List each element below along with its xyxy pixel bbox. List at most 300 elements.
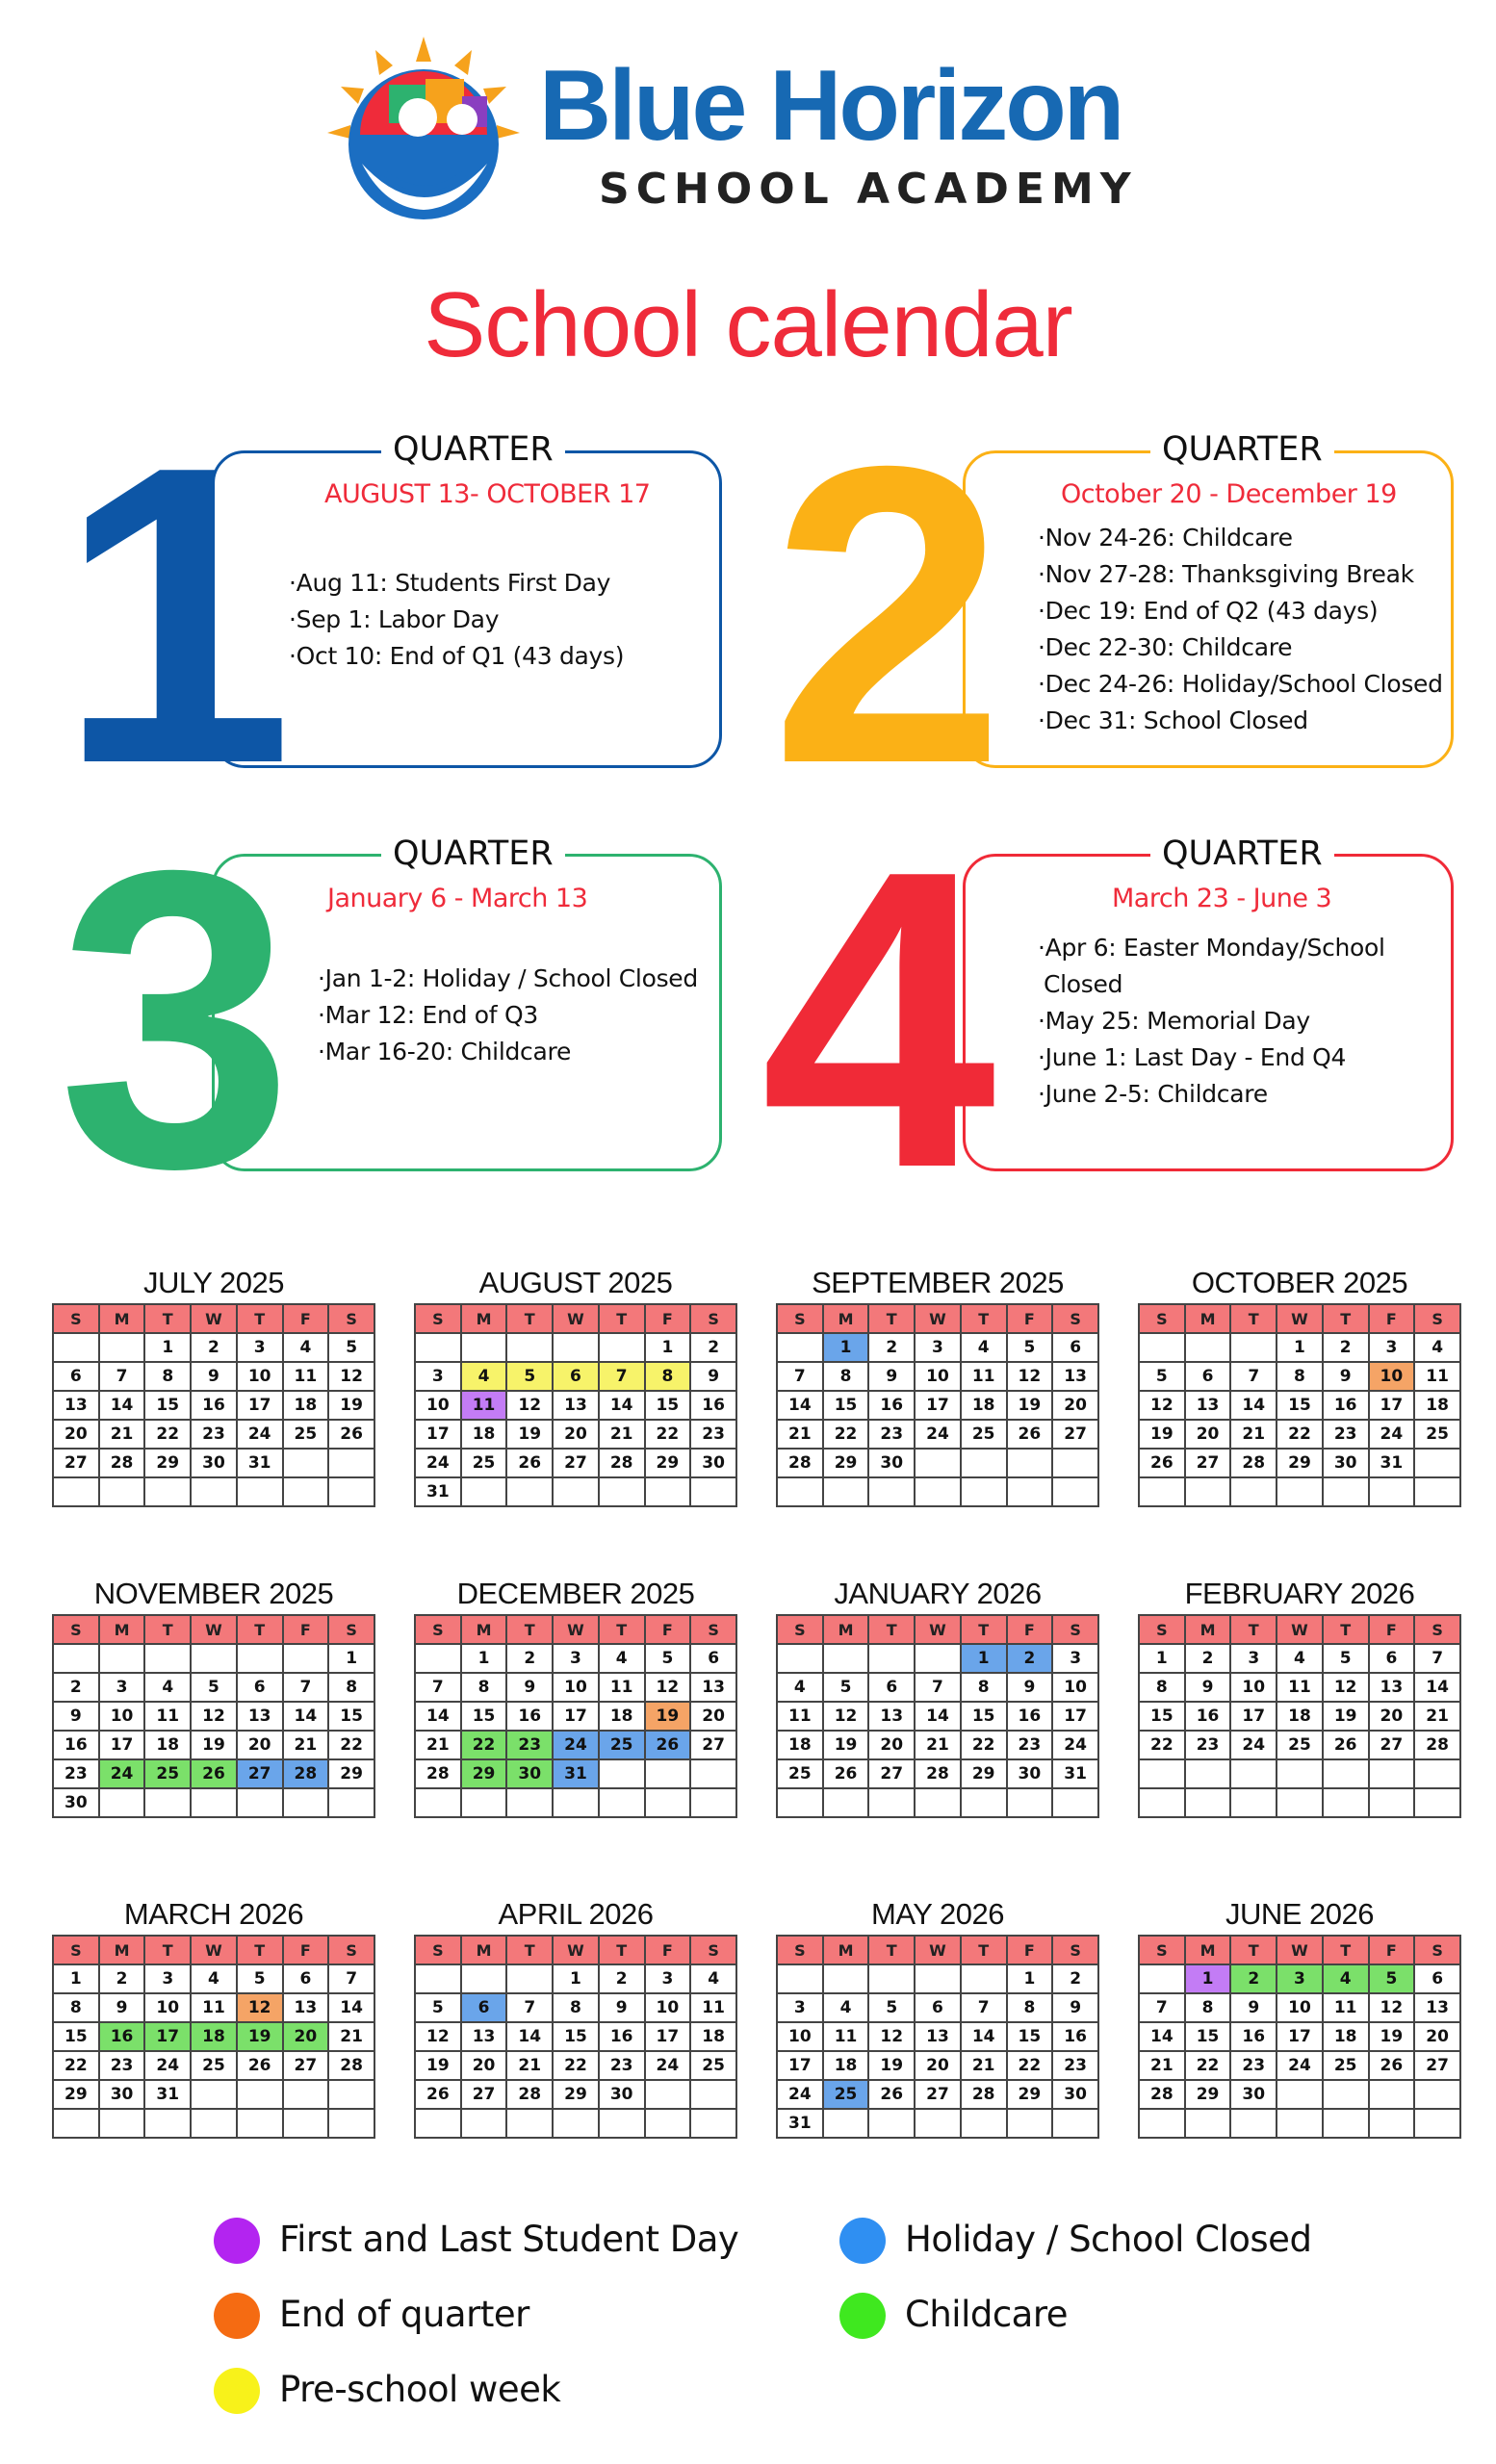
day-cell: 26 — [1369, 2051, 1415, 2080]
empty-day-cell — [915, 1644, 961, 1673]
day-cell: 28 — [506, 2080, 553, 2109]
month-title: AUGUST 2025 — [478, 1266, 673, 1299]
quarter-3-range: January 6 - March 13 — [327, 884, 588, 913]
empty-day-cell — [144, 1644, 191, 1673]
weekday-header: T — [961, 1615, 1007, 1644]
day-cell: 20 — [53, 1420, 99, 1449]
empty-day-cell — [1277, 2080, 1323, 2109]
weekday-header: W — [553, 1936, 599, 1964]
day-cell: 23 — [599, 2051, 645, 2080]
day-cell: 5 — [1139, 1362, 1185, 1391]
empty-day-cell — [1323, 2109, 1369, 2138]
empty-day-cell — [1369, 1759, 1415, 1788]
quarter-4-label: QUARTER — [1150, 837, 1334, 871]
weekday-header: F — [1007, 1615, 1053, 1644]
weekday-header: S — [1052, 1615, 1098, 1644]
day-cell: 30 — [690, 1449, 736, 1477]
day-cell: 9 — [690, 1362, 736, 1391]
day-cell: 29 — [1185, 2080, 1231, 2109]
day-cell: 12 — [1139, 1391, 1185, 1420]
day-cell: 4 — [690, 1964, 736, 1993]
day-cell: 18 — [1277, 1702, 1323, 1731]
day-cell: 10 — [1230, 1673, 1277, 1702]
quarter-2-range: October 20 - December 19 — [1061, 479, 1397, 509]
weekday-header: S — [1139, 1936, 1185, 1964]
empty-day-cell — [915, 1449, 961, 1477]
weekday-header: W — [1277, 1615, 1323, 1644]
empty-day-cell — [461, 1964, 507, 1993]
sun-puzzle-logo-icon — [318, 29, 529, 231]
day-cell: 3 — [1277, 1964, 1323, 1993]
empty-day-cell — [1139, 1788, 1185, 1817]
day-cell: 9 — [1185, 1673, 1231, 1702]
weekday-header: S — [328, 1615, 374, 1644]
weekday-header: T — [144, 1936, 191, 1964]
day-cell: 27 — [1369, 1731, 1415, 1759]
day-cell: 26 — [1007, 1420, 1053, 1449]
day-cell: 25 — [1323, 2051, 1369, 2080]
empty-day-cell — [1139, 1964, 1185, 1993]
day-cell: 28 — [777, 1449, 823, 1477]
day-cell: 30 — [1230, 2080, 1277, 2109]
day-cell: 20 — [461, 2051, 507, 2080]
day-cell: 19 — [1007, 1391, 1053, 1420]
empty-day-cell — [868, 1644, 915, 1673]
day-cell: 24 — [237, 1420, 283, 1449]
day-cell: 14 — [961, 2022, 1007, 2051]
day-cell: 10 — [237, 1362, 283, 1391]
weekday-header: T — [144, 1304, 191, 1333]
day-cell: 26 — [1139, 1449, 1185, 1477]
month-grid — [776, 1614, 1099, 1818]
day-cell: 23 — [1185, 1731, 1231, 1759]
weekday-header: F — [1369, 1615, 1415, 1644]
empty-day-cell — [1369, 2080, 1415, 2109]
day-cell: 9 — [1007, 1673, 1053, 1702]
day-cell: 1 — [1007, 1964, 1053, 1993]
day-cell: 27 — [553, 1449, 599, 1477]
empty-day-cell — [690, 1759, 736, 1788]
day-cell: 19 — [506, 1420, 553, 1449]
empty-day-cell — [99, 1788, 145, 1817]
day-cell: 3 — [415, 1362, 461, 1391]
day-cell: 27 — [1052, 1420, 1098, 1449]
day-cell: 27 — [690, 1731, 736, 1759]
empty-day-cell — [144, 2109, 191, 2138]
quarter-4-events — [1038, 930, 1385, 1113]
day-cell: 22 — [823, 1420, 869, 1449]
day-cell: 13 — [53, 1391, 99, 1420]
day-cell: 23 — [868, 1420, 915, 1449]
day-cell: 6 — [553, 1362, 599, 1391]
day-cell: 17 — [99, 1731, 145, 1759]
empty-day-cell — [645, 2080, 691, 2109]
quarter-event: · Aug 11: Students First Day — [289, 565, 624, 602]
day-cell: 21 — [1139, 2051, 1185, 2080]
month-calendar — [412, 1894, 739, 2139]
weekday-header: S — [53, 1936, 99, 1964]
weekday-header: T — [237, 1936, 283, 1964]
quarter-2-label: QUARTER — [1150, 433, 1334, 467]
weekday-header: M — [1185, 1936, 1231, 1964]
day-cell: 28 — [1230, 1449, 1277, 1477]
day-cell: 7 — [961, 1993, 1007, 2022]
quarter-1-range: AUGUST 13- OCTOBER 17 — [324, 479, 651, 509]
empty-day-cell — [690, 2080, 736, 2109]
quarter-event: · Dec 22-30: Childcare — [1038, 629, 1443, 666]
day-cell: 27 — [1414, 2051, 1460, 2080]
empty-day-cell — [461, 2109, 507, 2138]
weekday-header: S — [1052, 1304, 1098, 1333]
empty-day-cell — [1369, 2109, 1415, 2138]
day-cell: 7 — [1230, 1362, 1277, 1391]
day-cell: 28 — [1414, 1731, 1460, 1759]
weekday-header: S — [328, 1304, 374, 1333]
empty-day-cell — [415, 2109, 461, 2138]
day-cell: 14 — [1230, 1391, 1277, 1420]
day-cell: 17 — [144, 2022, 191, 2051]
day-cell: 18 — [690, 2022, 736, 2051]
day-cell: 4 — [1414, 1333, 1460, 1362]
day-cell: 9 — [1230, 1993, 1277, 2022]
weekday-header: F — [283, 1304, 329, 1333]
day-cell: 1 — [1185, 1964, 1231, 1993]
empty-day-cell — [1414, 2080, 1460, 2109]
day-cell: 18 — [283, 1391, 329, 1420]
day-cell: 16 — [1007, 1702, 1053, 1731]
day-cell: 9 — [99, 1993, 145, 2022]
empty-day-cell — [191, 1477, 237, 1506]
day-cell: 23 — [53, 1759, 99, 1788]
day-cell: 31 — [1369, 1449, 1415, 1477]
day-cell: 26 — [328, 1420, 374, 1449]
day-cell: 24 — [915, 1420, 961, 1449]
day-cell: 22 — [1277, 1420, 1323, 1449]
day-cell: 24 — [1230, 1731, 1277, 1759]
empty-day-cell — [1007, 1449, 1053, 1477]
weekday-header: T — [868, 1615, 915, 1644]
day-cell: 13 — [1414, 1993, 1460, 2022]
weekday-header: F — [645, 1615, 691, 1644]
weekday-header: W — [191, 1936, 237, 1964]
empty-day-cell — [1230, 2109, 1277, 2138]
legend-label: Pre-school week — [279, 2369, 561, 2410]
day-cell: 4 — [1277, 1644, 1323, 1673]
day-cell: 8 — [144, 1362, 191, 1391]
empty-day-cell — [237, 1788, 283, 1817]
day-cell: 14 — [599, 1391, 645, 1420]
day-cell: 21 — [599, 1420, 645, 1449]
empty-day-cell — [53, 1644, 99, 1673]
empty-day-cell — [1185, 1333, 1231, 1362]
quarter-3-label: QUARTER — [381, 837, 565, 871]
empty-day-cell — [237, 1644, 283, 1673]
weekday-header: M — [461, 1304, 507, 1333]
day-cell: 7 — [328, 1964, 374, 1993]
day-cell: 16 — [1185, 1702, 1231, 1731]
day-cell: 18 — [777, 1731, 823, 1759]
empty-day-cell — [415, 1788, 461, 1817]
day-cell: 14 — [328, 1993, 374, 2022]
day-cell: 6 — [690, 1644, 736, 1673]
empty-day-cell — [191, 1644, 237, 1673]
day-cell: 30 — [1007, 1759, 1053, 1788]
quarter-1-label: QUARTER — [381, 433, 565, 467]
day-cell: 10 — [1277, 1993, 1323, 2022]
weekday-header: S — [1139, 1615, 1185, 1644]
weekday-header: F — [1369, 1304, 1415, 1333]
day-cell: 6 — [1052, 1333, 1098, 1362]
day-cell: 29 — [961, 1759, 1007, 1788]
day-cell: 11 — [690, 1993, 736, 2022]
weekday-header: M — [1185, 1304, 1231, 1333]
day-cell: 28 — [915, 1759, 961, 1788]
month-grid — [414, 1303, 737, 1507]
day-cell: 30 — [99, 2080, 145, 2109]
orange-dot-icon — [214, 2293, 260, 2339]
day-cell: 5 — [1007, 1333, 1053, 1362]
day-cell: 3 — [144, 1964, 191, 1993]
day-cell: 5 — [237, 1964, 283, 1993]
day-cell: 11 — [283, 1362, 329, 1391]
month-title: SEPTEMBER 2025 — [812, 1266, 1064, 1299]
day-cell: 28 — [415, 1759, 461, 1788]
day-cell: 3 — [777, 1993, 823, 2022]
empty-day-cell — [1007, 1788, 1053, 1817]
empty-day-cell — [328, 2080, 374, 2109]
day-cell: 24 — [777, 2080, 823, 2109]
weekday-header: F — [283, 1615, 329, 1644]
day-cell: 30 — [1323, 1449, 1369, 1477]
day-cell: 16 — [53, 1731, 99, 1759]
day-cell: 19 — [415, 2051, 461, 2080]
day-cell: 15 — [1007, 2022, 1053, 2051]
day-cell: 22 — [961, 1731, 1007, 1759]
empty-day-cell — [415, 1333, 461, 1362]
quarter-event: · Jan 1-2: Holiday / School Closed — [318, 961, 698, 997]
day-cell: 23 — [99, 2051, 145, 2080]
day-cell: 28 — [99, 1449, 145, 1477]
day-cell: 15 — [1277, 1391, 1323, 1420]
empty-day-cell — [1007, 2109, 1053, 2138]
day-cell: 27 — [283, 2051, 329, 2080]
empty-day-cell — [599, 2109, 645, 2138]
empty-day-cell — [868, 1964, 915, 1993]
day-cell: 10 — [1052, 1673, 1098, 1702]
day-cell: 22 — [645, 1420, 691, 1449]
day-cell: 6 — [237, 1673, 283, 1702]
day-cell: 28 — [961, 2080, 1007, 2109]
day-cell: 20 — [283, 2022, 329, 2051]
day-cell: 30 — [868, 1449, 915, 1477]
day-cell: 17 — [645, 2022, 691, 2051]
empty-day-cell — [961, 2109, 1007, 2138]
quarter-2-events — [1038, 520, 1443, 739]
day-cell: 6 — [461, 1993, 507, 2022]
day-cell: 8 — [1139, 1673, 1185, 1702]
empty-day-cell — [461, 1333, 507, 1362]
day-cell: 2 — [53, 1673, 99, 1702]
day-cell: 30 — [599, 2080, 645, 2109]
day-cell: 5 — [645, 1644, 691, 1673]
empty-day-cell — [415, 1964, 461, 1993]
month-title: DECEMBER 2025 — [456, 1577, 695, 1610]
day-cell: 21 — [1230, 1420, 1277, 1449]
day-cell: 27 — [237, 1759, 283, 1788]
empty-day-cell — [915, 1964, 961, 1993]
empty-day-cell — [1230, 1333, 1277, 1362]
day-cell: 4 — [283, 1333, 329, 1362]
day-cell: 18 — [1414, 1391, 1460, 1420]
empty-day-cell — [1139, 2109, 1185, 2138]
quarter-3-events — [318, 961, 698, 1070]
weekday-header: T — [961, 1936, 1007, 1964]
weekday-header: M — [461, 1936, 507, 1964]
weekday-header: F — [283, 1936, 329, 1964]
day-cell: 8 — [1007, 1993, 1053, 2022]
day-cell: 14 — [506, 2022, 553, 2051]
weekday-header: T — [868, 1304, 915, 1333]
empty-day-cell — [599, 1788, 645, 1817]
weekday-header: T — [506, 1936, 553, 1964]
day-cell: 25 — [144, 1759, 191, 1788]
day-cell: 29 — [53, 2080, 99, 2109]
day-cell: 17 — [1369, 1391, 1415, 1420]
day-cell: 5 — [1369, 1964, 1415, 1993]
month-grid — [776, 1935, 1099, 2139]
legend-label: Childcare — [905, 2294, 1069, 2335]
empty-day-cell — [283, 2080, 329, 2109]
empty-day-cell — [99, 2109, 145, 2138]
day-cell: 22 — [328, 1731, 374, 1759]
day-cell: 6 — [868, 1673, 915, 1702]
day-cell: 19 — [1139, 1420, 1185, 1449]
empty-day-cell — [777, 1477, 823, 1506]
empty-day-cell — [915, 2109, 961, 2138]
weekday-header: F — [1007, 1936, 1053, 1964]
day-cell: 11 — [1414, 1362, 1460, 1391]
day-cell: 11 — [461, 1391, 507, 1420]
day-cell: 24 — [99, 1759, 145, 1788]
day-cell: 4 — [777, 1673, 823, 1702]
empty-day-cell — [1052, 1477, 1098, 1506]
day-cell: 18 — [461, 1420, 507, 1449]
legend-label: First and Last Student Day — [279, 2219, 739, 2260]
quarter-2-number: 2 — [770, 379, 1006, 852]
day-cell: 25 — [690, 2051, 736, 2080]
day-cell: 11 — [144, 1702, 191, 1731]
day-cell: 24 — [645, 2051, 691, 2080]
day-cell: 16 — [599, 2022, 645, 2051]
day-cell: 18 — [823, 2051, 869, 2080]
quarter-event: · Mar 12: End of Q3 — [318, 997, 698, 1034]
day-cell: 24 — [553, 1731, 599, 1759]
empty-day-cell — [144, 1477, 191, 1506]
quarter-event: Closed — [1044, 970, 1123, 998]
weekday-header: S — [415, 1304, 461, 1333]
weekday-header: T — [506, 1304, 553, 1333]
weekday-header: S — [53, 1304, 99, 1333]
month-title: APRIL 2026 — [498, 1897, 654, 1931]
day-cell: 29 — [328, 1759, 374, 1788]
green-dot-icon — [839, 2293, 886, 2339]
day-cell: 24 — [1277, 2051, 1323, 2080]
empty-day-cell — [1185, 1788, 1231, 1817]
day-cell: 19 — [1369, 2022, 1415, 2051]
empty-day-cell — [777, 1644, 823, 1673]
empty-day-cell — [283, 1788, 329, 1817]
empty-day-cell — [1052, 2109, 1098, 2138]
day-cell: 30 — [53, 1788, 99, 1817]
day-cell: 18 — [191, 2022, 237, 2051]
weekday-header: W — [191, 1304, 237, 1333]
weekday-header: T — [237, 1615, 283, 1644]
weekday-header: S — [53, 1615, 99, 1644]
day-cell: 19 — [868, 2051, 915, 2080]
day-cell: 27 — [461, 2080, 507, 2109]
day-cell: 12 — [868, 2022, 915, 2051]
quarter-event: · June 2-5: Childcare — [1038, 1076, 1385, 1113]
empty-day-cell — [690, 2109, 736, 2138]
day-cell: 13 — [1369, 1673, 1415, 1702]
day-cell: 28 — [599, 1449, 645, 1477]
day-cell: 1 — [961, 1644, 1007, 1673]
yellow-dot-icon — [214, 2368, 260, 2414]
empty-day-cell — [645, 1759, 691, 1788]
month-calendar — [1136, 1894, 1463, 2139]
day-cell: 28 — [328, 2051, 374, 2080]
empty-day-cell — [328, 2109, 374, 2138]
legend-label: Holiday / School Closed — [905, 2219, 1312, 2260]
month-grid — [1138, 1935, 1461, 2139]
day-cell: 15 — [461, 1702, 507, 1731]
empty-day-cell — [506, 1788, 553, 1817]
day-cell: 26 — [415, 2080, 461, 2109]
weekday-header: T — [599, 1936, 645, 1964]
day-cell: 5 — [823, 1673, 869, 1702]
day-cell: 30 — [506, 1759, 553, 1788]
day-cell: 26 — [1323, 1731, 1369, 1759]
weekday-header: F — [1369, 1936, 1415, 1964]
day-cell: 15 — [645, 1391, 691, 1420]
weekday-header: M — [823, 1304, 869, 1333]
day-cell: 2 — [868, 1333, 915, 1362]
empty-day-cell — [1369, 1788, 1415, 1817]
empty-day-cell — [506, 2109, 553, 2138]
day-cell: 15 — [328, 1702, 374, 1731]
day-cell: 4 — [961, 1333, 1007, 1362]
day-cell: 14 — [99, 1391, 145, 1420]
day-cell: 7 — [1414, 1644, 1460, 1673]
day-cell: 23 — [191, 1420, 237, 1449]
day-cell: 25 — [961, 1420, 1007, 1449]
day-cell: 16 — [1230, 2022, 1277, 2051]
day-cell: 21 — [915, 1731, 961, 1759]
day-cell: 2 — [1323, 1333, 1369, 1362]
weekday-header: M — [823, 1615, 869, 1644]
day-cell: 15 — [1139, 1702, 1185, 1731]
quarter-4-range: March 23 - June 3 — [1112, 884, 1332, 913]
day-cell: 25 — [1277, 1731, 1323, 1759]
weekday-header: S — [1414, 1304, 1460, 1333]
brand-subtitle: SCHOOL ACADEMY — [599, 165, 1138, 214]
day-cell: 20 — [1414, 2022, 1460, 2051]
day-cell: 2 — [599, 1964, 645, 1993]
quarter-1-events — [289, 565, 624, 675]
empty-day-cell — [191, 1788, 237, 1817]
day-cell: 30 — [191, 1449, 237, 1477]
day-cell: 8 — [1185, 1993, 1231, 2022]
